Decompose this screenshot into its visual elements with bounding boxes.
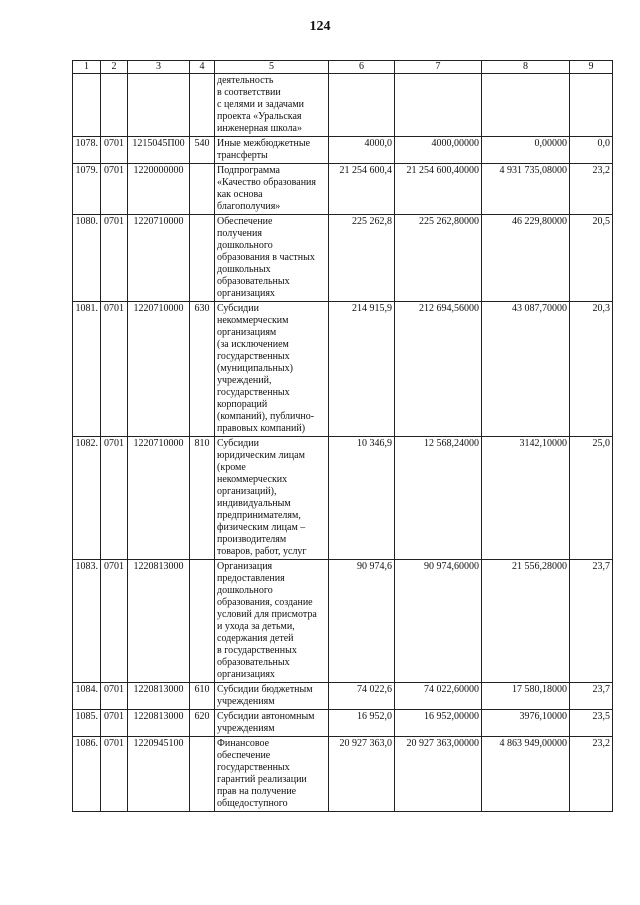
expense-type-code-cell <box>190 215 215 302</box>
approved-amount-cell: 21 254 600,4 <box>329 164 395 215</box>
description-line: Организация <box>217 561 273 572</box>
target-article-code-cell: 1220813000 <box>128 560 190 683</box>
refined-amount-cell: 225 262,80000 <box>395 215 482 302</box>
section-code-cell: 0701 <box>101 560 128 683</box>
description-cell <box>215 137 329 164</box>
description-line: организациям <box>217 327 277 338</box>
expense-type-code-cell <box>190 737 215 812</box>
description-line: содержания детей <box>217 633 294 644</box>
execution-percent-cell: 23,2 <box>570 164 613 215</box>
description-line: как основа <box>217 189 263 200</box>
description-line: Субсидии автономным <box>217 711 315 722</box>
executed-amount-cell: 3142,10000 <box>482 437 570 560</box>
approved-amount-cell: 4000,0 <box>329 137 395 164</box>
description-line: дошкольного <box>217 585 273 596</box>
target-article-code-cell: 1220945100 <box>128 737 190 812</box>
description-line: Подпрограмма <box>217 165 280 176</box>
description-line: благополучия» <box>217 201 281 212</box>
description-line: образования, создание <box>217 597 313 608</box>
description-line: правовых компаний) <box>217 423 306 434</box>
execution-percent-cell: 23,7 <box>570 683 613 710</box>
column-header: 6 <box>329 61 395 74</box>
description-cell <box>215 737 329 812</box>
refined-amount-cell: 90 974,60000 <box>395 560 482 683</box>
refined-amount-cell: 12 568,24000 <box>395 437 482 560</box>
approved-amount-cell: 16 952,0 <box>329 710 395 737</box>
executed-amount-cell: 4 863 949,00000 <box>482 737 570 812</box>
table-body <box>73 74 613 812</box>
description-line: индивидуальным <box>217 498 291 509</box>
section-code-cell: 0701 <box>101 215 128 302</box>
execution-percent-cell: 25,0 <box>570 437 613 560</box>
target-article-code-cell: 1220813000 <box>128 710 190 737</box>
row-number-cell: 1084. <box>73 683 101 710</box>
description-line: организаций), <box>217 486 277 497</box>
description-line: (компаний), публично- <box>217 411 315 422</box>
expense-type-code-cell: 630 <box>190 302 215 437</box>
expense-type-code-cell <box>190 74 215 137</box>
executed-amount-cell: 43 087,70000 <box>482 302 570 437</box>
description-line: условий для присмотра <box>217 609 317 620</box>
section-code-cell: 0701 <box>101 437 128 560</box>
description-line: Субсидии <box>217 438 259 449</box>
approved-amount-cell: 10 346,9 <box>329 437 395 560</box>
description-line: в соответствии <box>217 87 281 98</box>
executed-amount-cell: 46 229,80000 <box>482 215 570 302</box>
executed-amount-cell: 21 556,28000 <box>482 560 570 683</box>
description-cell <box>215 74 329 137</box>
description-line: и ухода за детьми, <box>217 621 295 632</box>
target-article-code-cell: 1215045П00 <box>128 137 190 164</box>
execution-percent-cell: 23,5 <box>570 710 613 737</box>
description-line: товаров, работ, услуг <box>217 546 307 557</box>
description-line: (муниципальных) <box>217 363 293 374</box>
section-code-cell: 0701 <box>101 302 128 437</box>
description-line: Субсидии <box>217 303 259 314</box>
target-article-code-cell: 1220710000 <box>128 302 190 437</box>
description-line: прав на получение <box>217 786 297 797</box>
table-row <box>73 683 613 710</box>
executed-amount-cell: 4 931 735,08000 <box>482 164 570 215</box>
executed-amount-cell <box>482 74 570 137</box>
expense-type-code-cell: 610 <box>190 683 215 710</box>
description-cell <box>215 302 329 437</box>
refined-amount-cell: 4000,00000 <box>395 137 482 164</box>
expense-type-code-cell: 540 <box>190 137 215 164</box>
refined-amount-cell: 212 694,56000 <box>395 302 482 437</box>
execution-percent-cell <box>570 74 613 137</box>
table-row <box>73 710 613 737</box>
expense-type-code-cell: 810 <box>190 437 215 560</box>
description-cell <box>215 437 329 560</box>
target-article-code-cell <box>128 74 190 137</box>
description-line: общедоступного <box>217 798 288 809</box>
target-article-code-cell: 1220000000 <box>128 164 190 215</box>
executed-amount-cell: 0,00000 <box>482 137 570 164</box>
table-row <box>73 737 613 812</box>
column-header: 4 <box>190 61 215 74</box>
description-cell <box>215 560 329 683</box>
column-header: 2 <box>101 61 128 74</box>
description-line: с целями и задачами <box>217 99 305 110</box>
description-line: производителям <box>217 534 287 545</box>
execution-percent-cell: 23,7 <box>570 560 613 683</box>
table-header-row <box>73 61 613 74</box>
column-header: 7 <box>395 61 482 74</box>
description-line: Субсидии бюджетным <box>217 684 313 695</box>
description-line: образования в частных <box>217 252 315 263</box>
description-line: (кроме <box>217 462 246 473</box>
column-header: 3 <box>128 61 190 74</box>
refined-amount-cell: 16 952,00000 <box>395 710 482 737</box>
table-row <box>73 215 613 302</box>
table-row <box>73 164 613 215</box>
description-line: деятельность <box>217 75 274 86</box>
description-line: некоммерческих <box>217 474 288 485</box>
section-code-cell: 0701 <box>101 164 128 215</box>
section-code-cell: 0701 <box>101 683 128 710</box>
description-line: некоммерческим <box>217 315 289 326</box>
description-line: проекта «Уральская <box>217 111 302 122</box>
section-code-cell <box>101 74 128 137</box>
description-line: образовательных <box>217 276 290 287</box>
expense-type-code-cell: 620 <box>190 710 215 737</box>
table-row <box>73 74 613 137</box>
description-line: организациях <box>217 288 275 299</box>
column-header: 5 <box>215 61 329 74</box>
expense-type-code-cell <box>190 560 215 683</box>
refined-amount-cell: 21 254 600,40000 <box>395 164 482 215</box>
column-header: 9 <box>570 61 613 74</box>
executed-amount-cell: 3976,10000 <box>482 710 570 737</box>
row-number-cell: 1083. <box>73 560 101 683</box>
approved-amount-cell: 214 915,9 <box>329 302 395 437</box>
description-line: учреждениям <box>217 723 275 734</box>
description-line: государственных <box>217 351 290 362</box>
approved-amount-cell: 225 262,8 <box>329 215 395 302</box>
description-line: государственных <box>217 762 290 773</box>
refined-amount-cell: 20 927 363,00000 <box>395 737 482 812</box>
row-number-cell <box>73 74 101 137</box>
description-line: обеспечение <box>217 750 271 761</box>
approved-amount-cell: 90 974,6 <box>329 560 395 683</box>
approved-amount-cell: 74 022,6 <box>329 683 395 710</box>
row-number-cell: 1081. <box>73 302 101 437</box>
approved-amount-cell <box>329 74 395 137</box>
description-line: корпораций <box>217 399 268 410</box>
execution-percent-cell: 0,0 <box>570 137 613 164</box>
expense-type-code-cell <box>190 164 215 215</box>
target-article-code-cell: 1220813000 <box>128 683 190 710</box>
description-line: организациях <box>217 669 275 680</box>
table-row <box>73 437 613 560</box>
execution-percent-cell: 20,3 <box>570 302 613 437</box>
description-cell <box>215 710 329 737</box>
column-header: 1 <box>73 61 101 74</box>
description-line: дошкольных <box>217 264 271 275</box>
approved-amount-cell: 20 927 363,0 <box>329 737 395 812</box>
target-article-code-cell: 1220710000 <box>128 437 190 560</box>
description-line: Финансовое <box>217 738 270 749</box>
description-line: Обеспечение <box>217 216 273 227</box>
section-code-cell: 0701 <box>101 737 128 812</box>
description-line: трансферты <box>217 150 268 161</box>
description-line: инженерная школа» <box>217 123 302 134</box>
description-cell <box>215 215 329 302</box>
budget-table <box>72 60 613 812</box>
description-line: учреждениям <box>217 696 275 707</box>
refined-amount-cell <box>395 74 482 137</box>
description-line: государственных <box>217 387 290 398</box>
executed-amount-cell: 17 580,18000 <box>482 683 570 710</box>
description-line: предпринимателям, <box>217 510 301 521</box>
execution-percent-cell: 23,2 <box>570 737 613 812</box>
row-number-cell: 1080. <box>73 215 101 302</box>
row-number-cell: 1086. <box>73 737 101 812</box>
column-header: 8 <box>482 61 570 74</box>
row-number-cell: 1082. <box>73 437 101 560</box>
description-line: дошкольного <box>217 240 273 251</box>
table-row <box>73 137 613 164</box>
page-number: 124 <box>309 19 331 34</box>
description-line: получения <box>217 228 262 239</box>
description-cell <box>215 164 329 215</box>
description-line: (за исключением <box>217 339 289 350</box>
description-line: в государственных <box>217 645 297 656</box>
description-line: «Качество образования <box>217 177 317 188</box>
description-line: учреждений, <box>217 375 272 386</box>
description-line: физическим лицам – <box>217 522 306 533</box>
row-number-cell: 1079. <box>73 164 101 215</box>
description-cell <box>215 683 329 710</box>
execution-percent-cell: 20,5 <box>570 215 613 302</box>
refined-amount-cell: 74 022,60000 <box>395 683 482 710</box>
section-code-cell: 0701 <box>101 137 128 164</box>
description-line: юридическим лицам <box>217 450 305 461</box>
description-line: предоставления <box>217 573 285 584</box>
target-article-code-cell: 1220710000 <box>128 215 190 302</box>
section-code-cell: 0701 <box>101 710 128 737</box>
description-line: образовательных <box>217 657 290 668</box>
description-line: Иные межбюджетные <box>217 138 311 149</box>
row-number-cell: 1085. <box>73 710 101 737</box>
row-number-cell: 1078. <box>73 137 101 164</box>
table-row <box>73 560 613 683</box>
table-row <box>73 302 613 437</box>
description-line: гарантий реализации <box>217 774 307 785</box>
